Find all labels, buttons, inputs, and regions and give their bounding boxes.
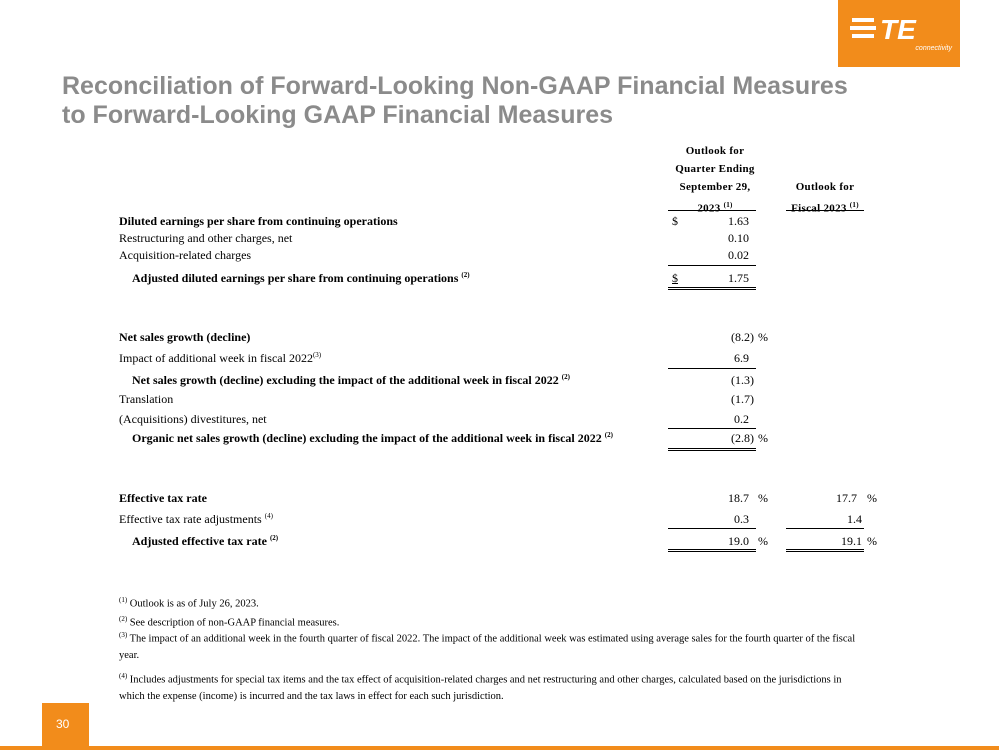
tax-adjustments-fiscal: 1.4 bbox=[847, 512, 862, 526]
title-line-1: Reconciliation of Forward-Looking Non-GAAP Financial Measures bbox=[62, 72, 848, 100]
quarter-header-line-4: 2023 bbox=[697, 202, 721, 215]
footnote-3 bbox=[119, 627, 864, 664]
adjusted-eps-note: (2) bbox=[461, 271, 470, 279]
organic-subtotal-line bbox=[668, 428, 756, 429]
acquisitions-divestitures-value: 0.2 bbox=[734, 412, 749, 426]
additional-week-label bbox=[119, 351, 321, 366]
organic-growth-value: (2.8) bbox=[731, 431, 754, 445]
tax-adjustments-note: (4) bbox=[264, 512, 273, 520]
adjusted-tax-rate-label bbox=[132, 534, 278, 549]
footnote-4 bbox=[119, 668, 864, 705]
sales-excl-value: (1.3) bbox=[731, 373, 754, 387]
te-logo-mark-icon bbox=[850, 12, 950, 46]
tax-quarter-subtotal-line bbox=[668, 528, 756, 529]
diluted-eps-label: Diluted earnings per share from continuing operations bbox=[119, 214, 398, 228]
fiscal-header-underline bbox=[786, 210, 864, 211]
eps-subtotal-line bbox=[668, 265, 756, 266]
sales-excl-label-text: Net sales growth (decline) excluding the impact of the additional week in fiscal 2022 bbox=[132, 373, 559, 387]
quarter-header-line-2: Quarter Ending bbox=[675, 163, 755, 175]
effective-tax-rate-quarter-pct: % bbox=[758, 491, 768, 505]
translation-value: (1.7) bbox=[731, 392, 754, 406]
additional-week-value: 6.9 bbox=[734, 351, 749, 365]
footnote-3-text: The impact of an additional week in the fourth quarter of fiscal 2022. The impact of the additional week was estimated using average sales for the fourth quarter of the fiscal year. bbox=[119, 633, 856, 661]
sales-growth-pct: % bbox=[758, 330, 768, 344]
tax-fiscal-subtotal-line bbox=[786, 528, 864, 529]
footnote-2-text: See description of non-GAAP financial measures. bbox=[129, 617, 340, 629]
footnote-3-mark: (3) bbox=[119, 631, 128, 639]
footnote-1 bbox=[119, 592, 879, 613]
tax-fiscal-total-double-line bbox=[786, 549, 864, 552]
adjusted-tax-rate-fiscal: 19.1 bbox=[841, 534, 862, 548]
restructuring-label: Restructuring and other charges, net bbox=[119, 231, 293, 245]
adjusted-tax-rate-note: (2) bbox=[269, 534, 279, 542]
fiscal-column-header bbox=[770, 178, 880, 218]
effective-tax-rate-label: Effective tax rate bbox=[119, 491, 207, 505]
footnote-4-text: Includes adjustments for special tax items and the tax effect of acquisition-related charges and net restructuring and other charges, calculated based on the jurisdictions in which the expense (income) is incurred and the tax laws in effect for each such jurisdiction. bbox=[119, 674, 842, 702]
quarter-header-note: (1) bbox=[723, 201, 733, 209]
organic-total-double-line bbox=[668, 448, 756, 451]
organic-growth-note: (2) bbox=[604, 431, 613, 439]
diluted-eps-value: 1.63 bbox=[728, 214, 749, 228]
adjusted-tax-rate-fiscal-pct: % bbox=[867, 534, 877, 548]
additional-week-label-text: Impact of additional week in fiscal 2022 bbox=[119, 351, 313, 365]
adjusted-tax-rate-quarter: 19.0 bbox=[728, 534, 749, 548]
quarter-header-line-3: September 29, bbox=[679, 181, 751, 193]
eps-total-double-line bbox=[668, 287, 756, 290]
fiscal-header-line-1: Outlook for bbox=[795, 181, 855, 193]
acquisition-charges-label: Acquisition-related charges bbox=[119, 248, 252, 262]
title-line-2: to Forward-Looking GAAP Financial Measures bbox=[62, 101, 614, 129]
footnote-1-text: Outlook is as of July 26, 2023. bbox=[129, 598, 259, 610]
page-title bbox=[62, 72, 962, 130]
effective-tax-rate-fiscal-pct: % bbox=[867, 491, 877, 505]
page-number: 30 bbox=[56, 717, 70, 731]
organic-growth-pct: % bbox=[758, 431, 768, 445]
tax-adjustments-label-text: Effective tax rate adjustments bbox=[119, 512, 262, 526]
effective-tax-rate-fiscal: 17.7 bbox=[836, 491, 857, 505]
sales-growth-label: Net sales growth (decline) bbox=[119, 330, 251, 344]
restructuring-value: 0.10 bbox=[728, 231, 749, 245]
effective-tax-rate-quarter: 18.7 bbox=[728, 491, 749, 505]
translation-label: Translation bbox=[119, 392, 174, 406]
acquisition-charges-value: 0.02 bbox=[728, 248, 749, 262]
sales-growth-value: (8.2) bbox=[731, 330, 754, 344]
quarter-column-header bbox=[660, 142, 770, 218]
adjusted-eps-value: 1.75 bbox=[728, 271, 749, 285]
adjusted-eps-dollar: $ bbox=[672, 271, 678, 285]
footer-accent-line bbox=[0, 746, 999, 750]
acquisitions-divestitures-label: (Acquisitions) divestitures, net bbox=[119, 412, 267, 426]
footnote-2-mark: (2) bbox=[119, 615, 128, 623]
adjusted-eps-label-text: Adjusted diluted earnings per share from continuing operations bbox=[132, 271, 459, 285]
logo-text: TE bbox=[880, 14, 916, 45]
sales-excl-label bbox=[132, 373, 570, 388]
page-number-box bbox=[42, 703, 89, 747]
quarter-header-underline bbox=[668, 210, 756, 211]
sales-subtotal-line bbox=[668, 368, 756, 369]
additional-week-note: (3) bbox=[312, 351, 322, 359]
organic-growth-label-text: Organic net sales growth (decline) excluding the impact of the additional week in fiscal 2022 bbox=[132, 431, 602, 445]
footnote-1-mark: (1) bbox=[119, 596, 128, 604]
sales-excl-note: (2) bbox=[561, 373, 570, 381]
adjusted-eps-label bbox=[132, 271, 470, 286]
adjusted-tax-rate-label-text: Adjusted effective tax rate bbox=[132, 534, 267, 548]
fiscal-header-note: (1) bbox=[849, 201, 859, 209]
diluted-eps-dollar: $ bbox=[672, 214, 678, 228]
adjusted-tax-rate-quarter-pct: % bbox=[758, 534, 768, 548]
fiscal-header-line-2: Fiscal 2023 bbox=[791, 202, 847, 215]
tax-quarter-total-double-line bbox=[668, 549, 756, 552]
te-logo bbox=[838, 0, 960, 67]
footnote-4-mark: (4) bbox=[119, 672, 128, 680]
organic-growth-label bbox=[132, 431, 613, 446]
quarter-header-line-1: Outlook for bbox=[685, 145, 745, 157]
tax-adjustments-quarter: 0.3 bbox=[734, 512, 749, 526]
logo-subtitle: connectivity bbox=[915, 45, 952, 52]
tax-adjustments-label bbox=[119, 512, 273, 527]
